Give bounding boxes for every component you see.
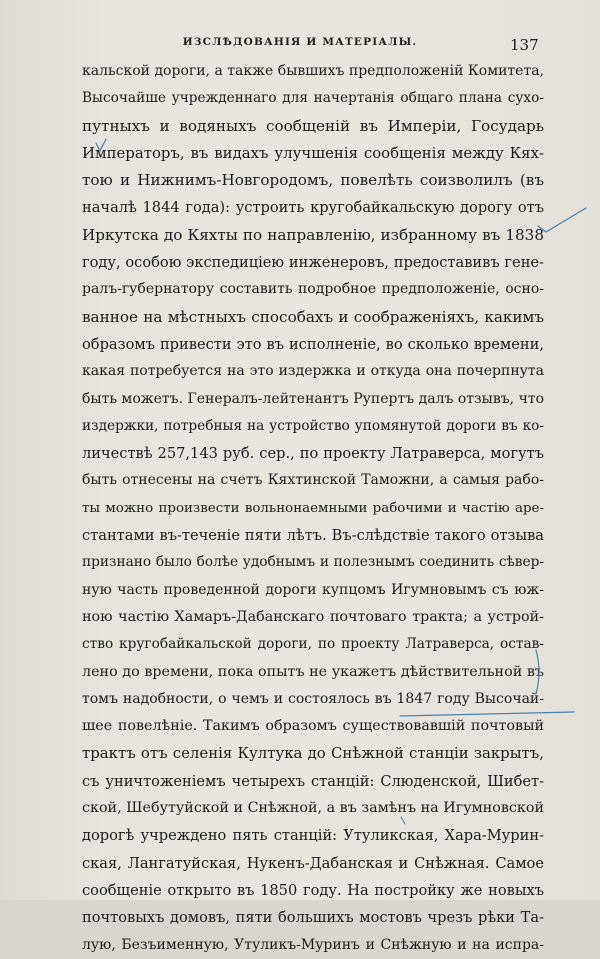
pencil-margin-tick [538,208,586,232]
text-line: ною частію Хамаръ-Дабанскаго почтоваго тракта; а устрой- [82,608,544,625]
text-line: ская, Лангатуйская, Нукенъ-Дабанская и Снѣжная. Самое [82,854,544,872]
text-line: ванное на мѣстныхъ способахъ и соображеніяхъ, какимъ [82,307,544,326]
text-line: Императоръ, въ видахъ улучшенія сообщенія между Кях- [82,143,544,162]
text-line: Иркутска до Кяхты по направленію, избранному въ 1838 [82,225,544,244]
text-line: ралъ-губернатору составить подробное предположеніе, осно- [82,281,544,298]
text-line: году, особою экспедиціею инженеровъ, предоставивъ гене- [82,254,544,272]
text-line: издержки, потребныя на устройство упомянутой дороги въ ко- [82,417,544,434]
text-line: томъ надобности, о чемъ и состоялось въ 1847 году Высочай- [82,690,544,707]
text-line: ную часть проведенной дороги купцомъ Игумновымъ съ юж- [82,581,544,598]
text-line: путныхъ и водяныхъ сообщеній въ Имперіи, Государь [82,116,544,135]
text-line: тою и Нижнимъ-Новгородомъ, повелѣть соизволилъ (въ [82,171,544,190]
text-line: началѣ 1844 года): устроить кругобайкальскую дорогу отъ [82,199,544,217]
text-line: стантами въ-теченіе пяти лѣтъ. Въ-слѣдствіе такого отзыва [82,527,544,545]
text-line: ство кругобайкальской дороги, по проекту Латраверса, остав- [82,636,544,653]
text-line: образомъ привести это въ исполненіе, во сколько времени, [82,335,544,353]
text-line: лено до времени, пока опытъ не укажетъ дѣйствительной въ [82,663,544,680]
text-line: трактъ отъ селенія Култука до Снѣжной станціи закрытъ, [82,744,544,763]
text-line: дорогѣ учреждено пять станцій: Утуликская, Хара-Мурин- [82,827,544,845]
text-line: какая потребуется на это издержка и откуда она почерпнута [82,363,544,380]
text-line: сообщеніе открыто въ 1850 году. На постройку же новыхъ [82,881,544,899]
text-line: шее повелѣніе. Такимъ образомъ существовавшій почтовый [82,718,544,735]
text-line: ской, Шебутуйской и Снѣжной, а въ замѣнъ на Игумновской [82,800,544,817]
text-line: лую, Безъименную, Утуликъ-Муринъ и Снѣжную и на испра- [82,936,544,953]
running-title: ИЗСЛѢДОВАНІЯ И МАТЕРІАЛЫ. [182,36,418,48]
text-line: признано было болѣе удобнымъ и полезнымъ соединить сѣвер- [82,554,544,571]
text-line: съ уничтоженіемъ четырехъ станцій: Слюденской, Шибет- [82,772,544,790]
text-line: быть отнесены на счетъ Кяхтинской Таможни, а самыя рабо- [82,472,544,489]
page-number: 137 [510,36,539,54]
text-line: личествѣ 257,143 руб. сер., по проекту Латраверса, могутъ [82,445,544,463]
text-line: быть можетъ. Генералъ-лейтенантъ Рупертъ далъ отзывъ, что [82,390,544,407]
text-line: Высочайше учрежденнаго для начертанія общаго плана сухо- [82,90,544,107]
text-line: ты можно произвести вольнонаемными рабочими и частію аре- [82,500,544,516]
body-text [82,58,544,959]
text-line: кальской дороги, а также бывшихъ предположеній Комитета, [82,63,544,79]
text-line: почтовыхъ домовъ, пяти большихъ мостовъ чрезъ рѣки Та- [82,909,544,927]
